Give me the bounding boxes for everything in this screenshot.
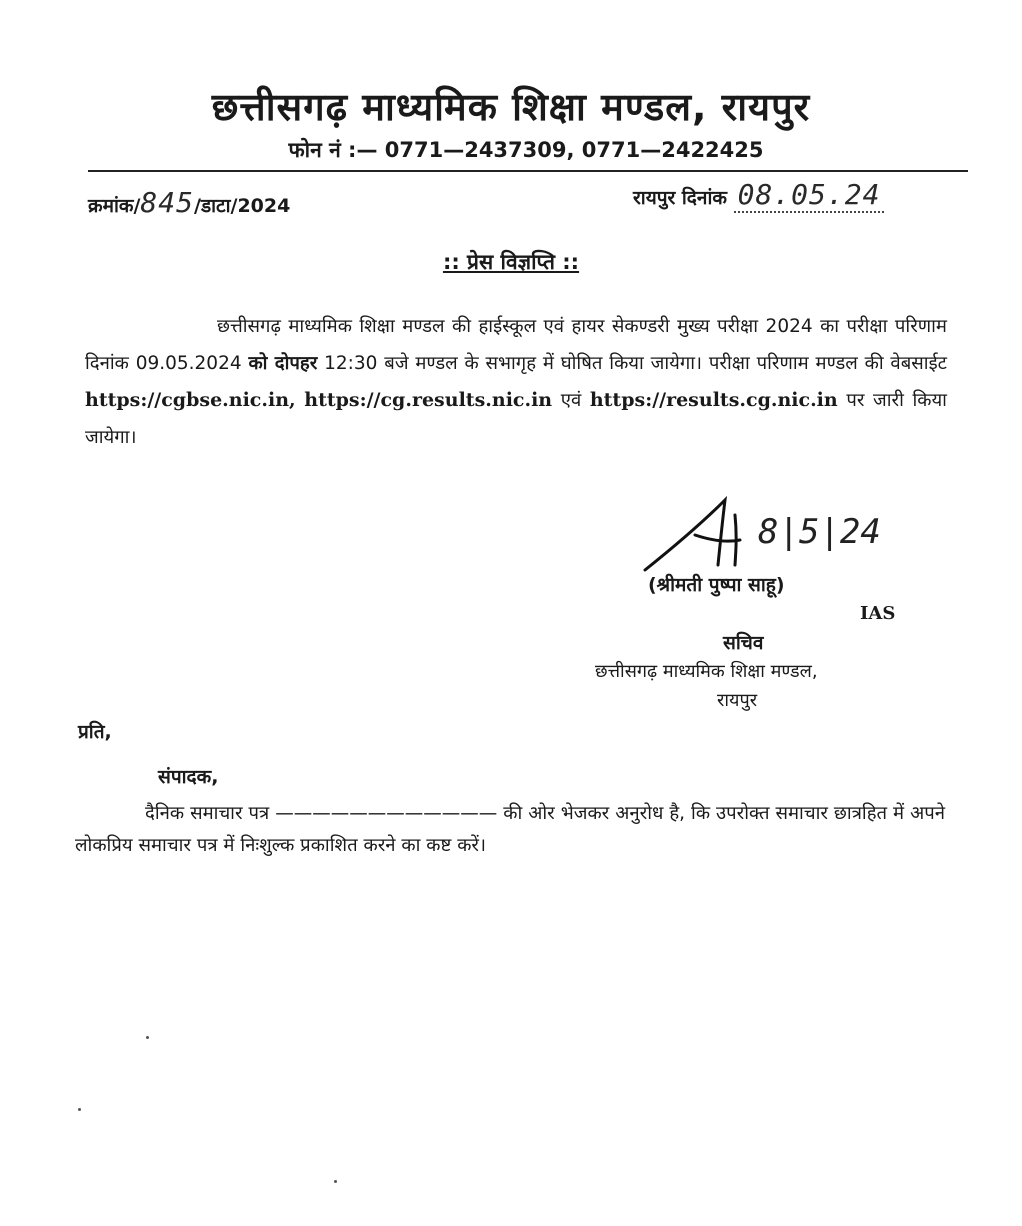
phone-numbers: फोन नं :— 0771—2437309, 0771—2422425 — [288, 138, 764, 162]
signature-date: 8|5|24 — [758, 512, 881, 552]
reference-prefix: क्रमांक/ — [88, 195, 141, 217]
service-label: IAS — [860, 603, 896, 624]
website-link-cg-results[interactable]: https://cg.results.nic.in — [304, 389, 553, 411]
signatory-name: (श्रीमती पुष्पा साहू) — [648, 574, 785, 596]
request-text-part2: की ओर भेजकर अनुरोध है, कि उपरोक्त समाचार छात्रहित में अपने लोकप्रिय समाचार पत्र में निःशुल्क प्रकाशित करने का कष्ट करें। — [75, 803, 946, 856]
designation: सचिव — [723, 632, 764, 654]
reference-handwritten-number: 845 — [140, 186, 194, 219]
press-release-heading: :: प्रेस विज्ञप्ति :: — [442, 250, 580, 274]
press-release-body — [85, 308, 947, 456]
organization-city: रायपुर — [717, 690, 758, 711]
organization-name: छत्तीसगढ़ माध्यमिक शिक्षा मण्डल, — [595, 661, 818, 682]
date-label: रायपुर दिनांक — [633, 187, 727, 209]
scan-speck — [146, 1036, 149, 1039]
recipient-addressee: संपादक, — [158, 766, 219, 788]
recipient-label: प्रति, — [78, 721, 112, 743]
reference-suffix: /डाटा/2024 — [194, 195, 291, 217]
website-link-results-cg[interactable]: https://results.cg.nic.in — [589, 389, 838, 411]
body-text-end: पर जारी किया जायेगा। — [85, 390, 947, 448]
issue-date — [633, 178, 884, 213]
body-text-bold: को दोपहर — [248, 353, 318, 374]
scan-speck — [78, 1108, 81, 1111]
signature-mark — [640, 495, 770, 575]
request-text-part1: दैनिक समाचार पत्र — [145, 803, 270, 824]
reference-number — [88, 186, 290, 219]
scan-speck — [334, 1180, 337, 1183]
request-paragraph — [75, 798, 945, 862]
request-blank-line: ———————————— — [275, 803, 498, 824]
handwritten-date: 08.05.24 — [737, 178, 881, 211]
document-title: छत्तीसगढ़ माध्यमिक शिक्षा मण्डल, रायपुर — [211, 85, 811, 129]
body-text-part2: 12:30 बजे मण्डल के सभागृह में घोषित किया जायेगा। परीक्षा परिणाम मण्डल की वेबसाईट — [324, 353, 947, 374]
website-link-cgbse[interactable]: https://cgbse.nic.in, — [85, 389, 296, 411]
body-text-part1: छत्तीसगढ़ माध्यमिक शिक्षा मण्डल की हाईस्कूल एवं हायर सेकण्डरी मुख्य परीक्षा 2024 का परीक्षा परिणाम दिनांक 09.05.2024 — [85, 316, 947, 374]
conjunction-text: एवं — [560, 390, 582, 411]
header-divider — [88, 170, 968, 172]
